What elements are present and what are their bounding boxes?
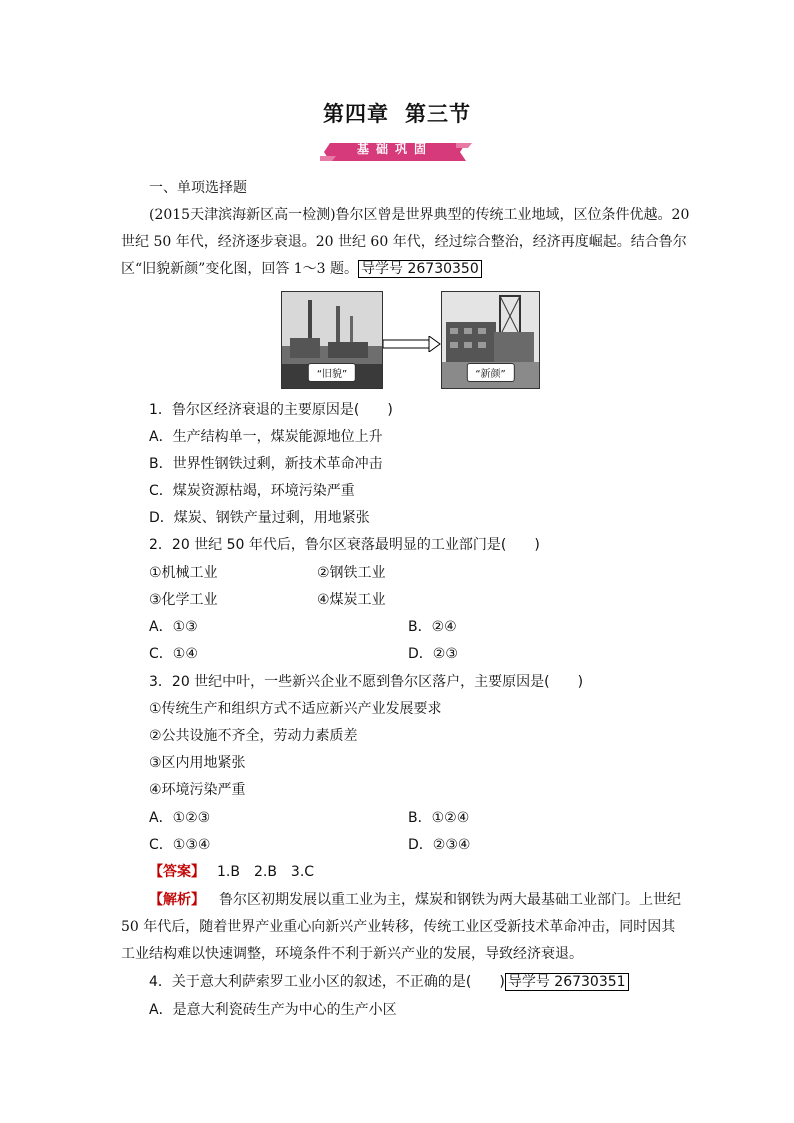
- analysis-text-1: 鲁尔区初期发展以重工业为主，煤炭和钢铁为两大最基础工业部门。上世纪: [219, 892, 681, 908]
- question-4-option-a: A．是意大利瓷砖生产为中心的生产小区: [149, 1002, 397, 1018]
- page-title: [0, 98, 794, 128]
- question-2-item-4: ④煤炭工业: [317, 592, 386, 608]
- question-3-option-b: B．①②④: [408, 810, 470, 826]
- chapter-title: 第四章: [323, 102, 389, 126]
- question-2-item-2: ②钢铁工业: [317, 565, 386, 581]
- guide-number-box-2: 导学号 26730351: [505, 973, 629, 991]
- question-3-item-1: ①传统生产和组织方式不适应新兴产业发展要求: [149, 701, 442, 717]
- new-appearance-caption: “新颜”: [466, 363, 514, 382]
- intro-line-2: 世纪 50 年代，经济逐步衰退。20 世纪 60 年代，经过综合整治，经济再度崛起。结合鲁尔: [121, 234, 687, 250]
- question-3-item-4: ④环境污染严重: [149, 782, 246, 798]
- answer-label: 【答案】: [149, 864, 205, 880]
- answer-text: 1.B 2.B 3.C: [217, 864, 315, 880]
- question-3-option-a: A．①②③: [149, 810, 211, 826]
- analysis-line-2: 50 年代后，随着世界产业重心向新兴产业转移，传统工业区受新技术革命冲击，同时因其: [121, 919, 676, 935]
- analysis-line-1: [149, 891, 681, 909]
- new-appearance-photo: [441, 291, 540, 389]
- question-3-option-c: C．①③④: [149, 837, 211, 853]
- question-3-option-d: D．②③④: [408, 837, 471, 853]
- old-appearance-caption: “旧貌”: [308, 363, 356, 382]
- right-arrow-icon: [383, 336, 441, 352]
- question-1-stem: 1．鲁尔区经济衰退的主要原因是( ): [149, 402, 393, 418]
- intro-line-1: (2015天津滨海新区高一检测)鲁尔区曾是世界典型的传统工业地域，区位条件优越。20: [149, 207, 690, 223]
- question-2-option-c: C．①④: [149, 646, 198, 662]
- question-4-line: [149, 973, 629, 991]
- question-3-item-3: ③区内用地紧张: [149, 755, 246, 771]
- question-1-option-b: B．世界性钢铁过剩，新技术革命冲击: [149, 456, 383, 472]
- intro-line-3-text: 区“旧貌新颜”变化图，回答 1～3 题。: [121, 261, 359, 277]
- intro-line-3: [121, 260, 482, 278]
- section-heading: 一、单项选择题: [149, 180, 247, 196]
- question-1-option-c: C．煤炭资源枯竭，环境污染严重: [149, 483, 355, 499]
- question-3-stem: 3．20 世纪中叶，一些新兴企业不愿到鲁尔区落户，主要原因是( ): [149, 674, 584, 690]
- old-appearance-photo: [281, 291, 383, 389]
- question-2-item-3: ③化学工业: [149, 592, 218, 608]
- question-2-option-b: B．②④: [408, 619, 457, 635]
- guide-number-box: 导学号 26730350: [358, 260, 482, 278]
- question-4-stem: 4．关于意大利萨索罗工业小区的叙述，不正确的是( ): [149, 974, 505, 990]
- question-1-option-d: D．煤炭、钢铁产量过剩，用地紧张: [149, 510, 370, 526]
- question-2-option-a: A．①③: [149, 619, 198, 635]
- banner-label: 基础巩固: [356, 142, 433, 156]
- question-2-item-1: ①机械工业: [149, 565, 218, 581]
- question-3-item-2: ②公共设施不齐全，劳动力素质差: [149, 728, 358, 744]
- analysis-label: 【解析】: [149, 892, 205, 908]
- question-2-stem: 2．20 世纪 50 年代后，鲁尔区衰落最明显的工业部门是( ): [149, 537, 540, 553]
- question-1-option-a: A．生产结构单一，煤炭能源地位上升: [149, 429, 383, 445]
- answer-line: [149, 863, 314, 881]
- analysis-line-3: 工业结构难以快速调整，环境条件不利于新兴产业的发展，导致经济衰退。: [121, 946, 583, 962]
- section-title: 第三节: [405, 102, 471, 126]
- question-2-option-d: D．②③: [408, 646, 458, 662]
